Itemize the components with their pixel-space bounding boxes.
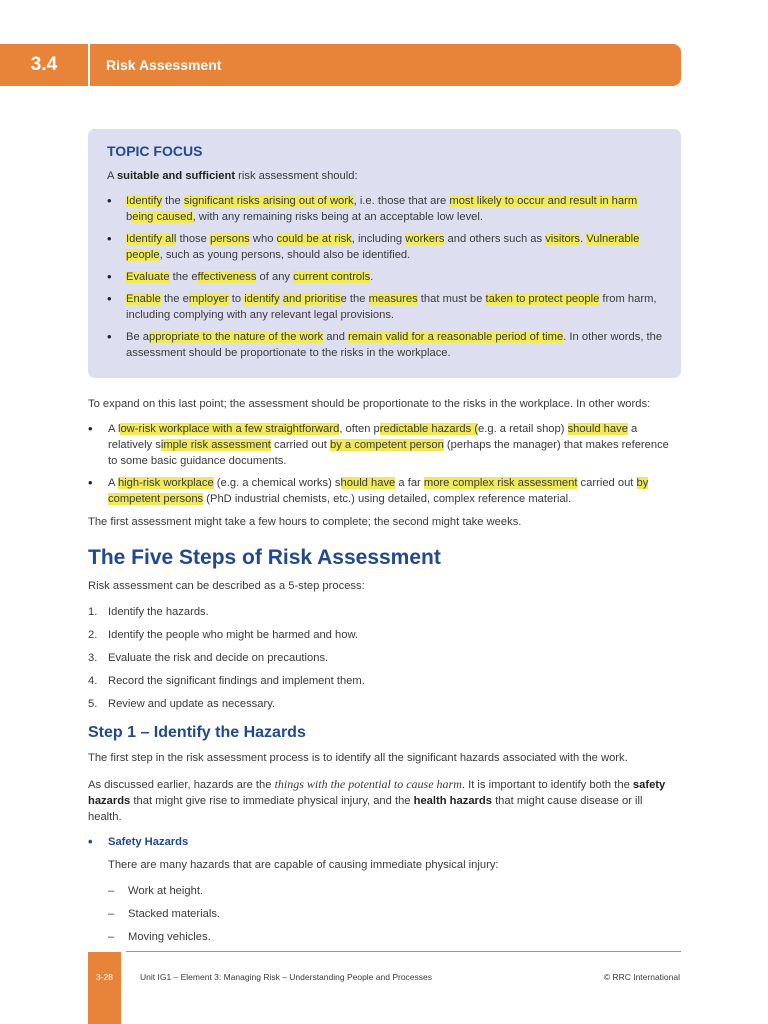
section-title: Risk Assessment	[106, 57, 222, 73]
topic-focus-intro: A suitable and sufficient risk assessment should:	[107, 170, 358, 182]
safety-hazards-heading: • Safety Hazards	[88, 834, 678, 850]
footer-unit-text: Unit IG1 – Element 3: Managing Risk – Understanding People and Processes	[140, 972, 432, 982]
five-steps-heading: The Five Steps of Risk Assessment	[88, 546, 441, 569]
five-steps-list	[88, 604, 365, 719]
topic-focus-item: • Be appropriate to the nature of the work and remain valid for a reasonable period of time. In other words, the assessment should be proportionate to the risks in the workplace.	[107, 329, 667, 361]
step-item: 3. Evaluate the risk and decide on precautions.	[88, 652, 329, 664]
hazard-item: – Moving vehicles.	[88, 929, 678, 952]
topic-focus-item: • Evaluate the effectiveness of any current controls.	[107, 269, 667, 285]
high-risk-item: • A high-risk workplace (e.g. a chemical works) should have a far more complex risk assessment carried out by competent persons (PhD industrial chemists, etc.) using detailed, complex reference material.	[88, 475, 678, 507]
footer-rule	[126, 951, 681, 952]
hazard-item: – Stacked materials.	[88, 906, 678, 929]
step-item: 5. Review and update as necessary.	[88, 698, 276, 710]
low-risk-item: • A low-risk workplace with a few straightforward, often predictable hazards (e.g. a retail shop) should have a relatively simple risk assessment carried out by a competent person (perhaps the manager) that makes reference to some basic guidance documents.	[88, 421, 678, 469]
safety-hazards-section	[88, 834, 678, 952]
safety-hazards-list	[88, 883, 678, 952]
topic-focus-list	[107, 193, 667, 367]
topic-focus-item: • Identify all those persons who could be at risk, including workers and others such as visitors. Vulnerable people, such as young persons, should also be identified.	[107, 231, 667, 263]
safety-hazards-text: There are many hazards that are capable of causing immediate physical injury:	[108, 859, 499, 871]
topic-focus-item: • Identify the significant risks arising out of work, i.e. those that are most likely to occur and result in harm being caused, with any remaining risks being at an acceptable low level.	[107, 193, 667, 225]
topic-focus-title: TOPIC FOCUS	[107, 143, 203, 159]
footer-page-tab	[88, 952, 121, 1024]
hazard-item: – Work at height.	[88, 883, 678, 906]
header-divider	[88, 44, 90, 86]
five-steps-intro: Risk assessment can be described as a 5-step process:	[88, 580, 365, 592]
section-number: 3.4	[30, 54, 58, 75]
footer-copyright: © RRC International	[603, 972, 680, 982]
step1-paragraph-2: As discussed earlier, hazards are the things with the potential to cause harm. It is important to identify both the safety hazards that might give rise to immediate physical injury, and the health hazards that might cause disease or ill health.	[88, 777, 666, 823]
page-number: 3-28	[95, 972, 113, 982]
expand-intro: To expand on this last point; the assessment should be proportionate to the risks in the workplace. In other words:	[88, 398, 651, 410]
step-item: 1. Identify the hazards.	[88, 606, 209, 618]
step1-paragraph-1: The first step in the risk assessment process is to identify all the significant hazards associated with the work.	[88, 752, 628, 764]
topic-focus-box	[88, 129, 681, 378]
step1-heading: Step 1 – Identify the Hazards	[88, 724, 306, 741]
section-header-bar	[0, 44, 681, 86]
expand-closing: The first assessment might take a few hours to complete; the second might take weeks.	[88, 516, 522, 528]
workplace-bullets	[88, 421, 678, 513]
step-item: 4. Record the significant findings and implement them.	[88, 675, 365, 687]
topic-focus-item: • Enable the employer to identify and prioritise the measures that must be taken to protect people from harm, including complying with any relevant legal provisions.	[107, 291, 667, 323]
step-item: 2. Identify the people who might be harmed and how.	[88, 629, 359, 641]
